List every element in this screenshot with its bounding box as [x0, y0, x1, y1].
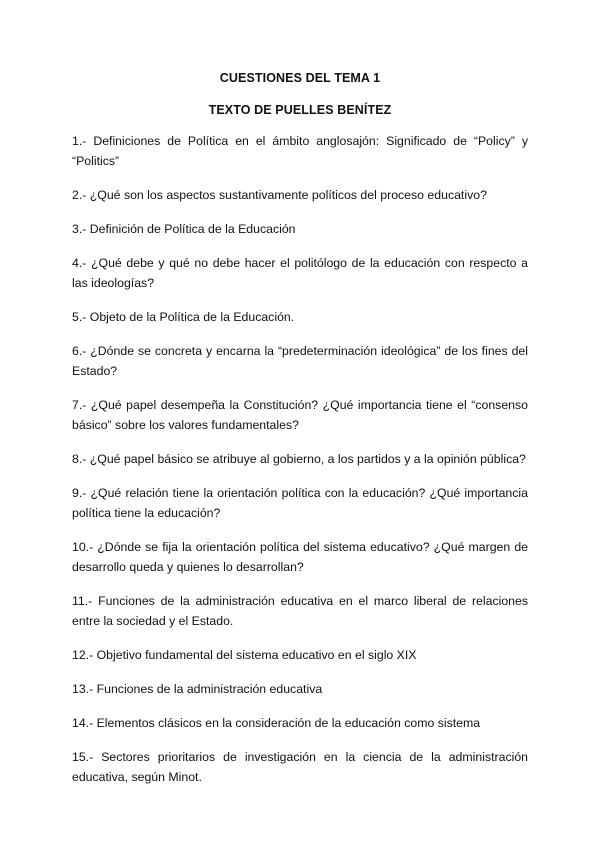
- question-item-13: 13.- Funciones de la administración educativa: [72, 682, 323, 696]
- question-item-4: 4.- ¿Qué debe y qué no debe hacer el politólogo de la educación con respecto a las ideologías?: [72, 256, 528, 290]
- question-item-8: 8.- ¿Qué papel básico se atribuye al gobierno, a los partidos y a la opinión pública?: [72, 452, 526, 466]
- question-item-6: 6.- ¿Dónde se concreta y encarna la “predeterminación ideológica” de los fines del Estado?: [72, 344, 528, 378]
- question-item-1: 1.- Definiciones de Política en el ámbito anglosajón: Significado de “Policy” y “Politics”: [72, 134, 528, 168]
- document-subtitle: TEXTO DE PUELLES BENÍTEZ: [208, 103, 392, 117]
- question-item-9: 9.- ¿Qué relación tiene la orientación política con la educación? ¿Qué importancia política tiene la educación?: [72, 486, 528, 520]
- question-item-5: 5.- Objeto de la Política de la Educación.: [72, 310, 295, 324]
- document-title: CUESTIONES DEL TEMA 1: [219, 71, 381, 85]
- question-item-11: 11.- Funciones de la administración educativa en el marco liberal de relaciones entre la sociedad y el Estado.: [72, 594, 528, 628]
- question-item-7: 7.- ¿Qué papel desempeña la Constitución? ¿Qué importancia tiene el “consenso básico” sobre los valores fundamentales?: [72, 398, 528, 432]
- question-item-10: 10.- ¿Dónde se fija la orientación política del sistema educativo? ¿Qué margen de desarrollo queda y quienes lo desarrollan?: [72, 540, 528, 574]
- question-list: [72, 131, 528, 801]
- question-item-12: 12.- Objetivo fundamental del sistema educativo en el siglo XIX: [72, 648, 417, 662]
- question-item-3: 3.- Definición de Política de la Educación: [72, 222, 296, 236]
- question-item-14: 14.- Elementos clásicos en la consideración de la educación como sistema: [72, 716, 481, 730]
- question-item-2: 2.- ¿Qué son los aspectos sustantivamente políticos del proceso educativo?: [72, 188, 487, 202]
- question-item-15: 15.- Sectores prioritarios de investigación en la ciencia de la administración educativa, según Minot.: [72, 750, 528, 784]
